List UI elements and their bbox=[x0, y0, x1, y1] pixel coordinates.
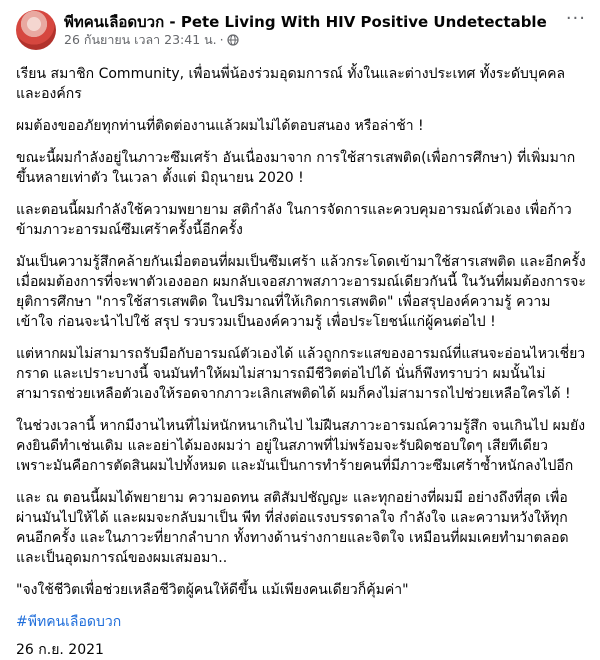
post-paragraph: ขณะนี้ผมกำลังอยู่ในภาวะซึมเศร้า อันเนื่องมาจาก การใช้สารเสพติด(เพื่อการศึกษา) ที่เพิ่มมากขึ้นหลายเท่าตัว ในเวลา ตั้งแต่ มิถุนายน 2020 ! bbox=[16, 150, 576, 186]
post-paragraph: ผมต้องขออภัยทุกท่านที่ติดต่องานแล้วผมไม่ได้ตอบสนอง หรือล่าช้า ! bbox=[16, 118, 424, 134]
post-date: 26 ก.ย. 2021 bbox=[16, 642, 104, 658]
post-subline bbox=[64, 32, 586, 48]
post-paragraph: มันเป็นความรู้สึกคล้ายกันเมื่อตอนที่ผมเป็นซึมเศร้า แล้วกระโดดเข้ามาใช้สารเสพติด และอีกครั้งเมื่อผมต้องการที่จะพาตัวเองออก ผมกลับเจอสภาพสภาวะอารมณ์เดียวกันนี้ ในวันที่ผมต้องการจะยุติการศึกษา "การใช้สารเสพติด ในปริมาณที่ให้เกิดการเสพติด" เพื่อสรุปองค์ความรู้ ความเข้าใจ ก่อนจะนำไปใช้ สรุป รวบรวมเป็นองค์ความรู้ เพื่อประโยชน์แก่ผู้คนต่อไป ! bbox=[16, 254, 586, 330]
post-quote: "จงใช้ชีวิตเพื่อช่วยเหลือชีวิตผู้คนให้ดีขึ้น แม้เพียงคนเดียวก็คุ้มค่า" bbox=[16, 582, 409, 598]
post-timestamp[interactable]: 26 กันยายน เวลา 23:41 น. bbox=[64, 31, 217, 47]
post-body bbox=[16, 64, 586, 660]
post-header bbox=[16, 8, 586, 52]
post-paragraph: และตอนนี้ผมกำลังใช้ความพยายาม สติกำลัง ในการจัดการและควบคุมอารมณ์ตัวเอง เพื่อก้าวข้ามภาวะอารมณ์ซึมเศร้าครั้งนี้อีกครั้ง bbox=[16, 202, 572, 238]
post-paragraph: ในช่วงเวลานี้ หากมีงานไหนที่ไม่หนักหนาเกินไป ไม่ฝืนสภาวะอารมณ์ความรู้สึก จนเกินไป ผมยังคงยินดีทำเช่นเดิม และอย่าได้มองผมว่า อยู่ในสภาพที่ไม่พร้อมจะรับผิดชอบใดๆ เสียทีเดียว เพราะมันคือการตัดสินผมไปทั้งหมด และมันเป็นการทำร้ายคนที่มีภาวะซึมเศร้าซ้ำหนักลงไปอีก bbox=[16, 418, 586, 474]
post-meta bbox=[64, 8, 586, 48]
post-paragraph: แต่หากผมไม่สามารถรับมือกับอารมณ์ตัวเองได้ แล้วถูกกระแสของอารมณ์ที่แสนจะอ่อนไหวเชี่ยวกราด และเปราะบางนี้ จนมันทำให้ผมไม่สามารถมีชีวิตต่อไปได้ นั่นก็พึงทราบว่า ผมนั้นไม่สามารถช่วยเหลือตัวเองให้รอดจากภาวะเลิกเสพติดได้ ผมก็คงไม่สามารถไปช่วยเหลือใครได้ ! bbox=[16, 346, 586, 402]
more-options-icon[interactable]: ··· bbox=[565, 8, 586, 29]
globe-icon[interactable] bbox=[227, 34, 239, 46]
page-name-link[interactable]: พีทคนเลือดบวก - Pete Living With HIV Positive Undetectable bbox=[64, 12, 547, 31]
separator-dot: · bbox=[219, 31, 224, 47]
post-paragraph: และ ณ ตอนนี้ผมได้พยายาม ความอดทน สติสัมปชัญญะ และทุกอย่างที่ผมมี อย่างถึงที่สุด เพื่อผ่านมันไปให้ได้ และผมจะกลับมาเป็น พีท ที่ส่งต่อแรงบรรดาลใจ กำลังใจ และความหวังให้ทุกคนอีกครั้ง และในภาวะที่ยากลำบาก ทั้งทางด้านร่างกายและจิตใจ เหมือนที่ผมเคยทำมาตลอด และเป็นอุดมการณ์ของผมเสมอมา.. bbox=[16, 490, 569, 566]
hashtag-link[interactable]: #พีทคนเลือดบวก bbox=[16, 614, 122, 630]
page-avatar[interactable] bbox=[16, 10, 56, 50]
post-paragraph: เรียน สมาชิก Community, เพื่อนพี่น้องร่วมอุดมการณ์ ทั้งในและต่างประเทศ ทั้งระดับบุคคลและองค์กร bbox=[16, 66, 566, 102]
